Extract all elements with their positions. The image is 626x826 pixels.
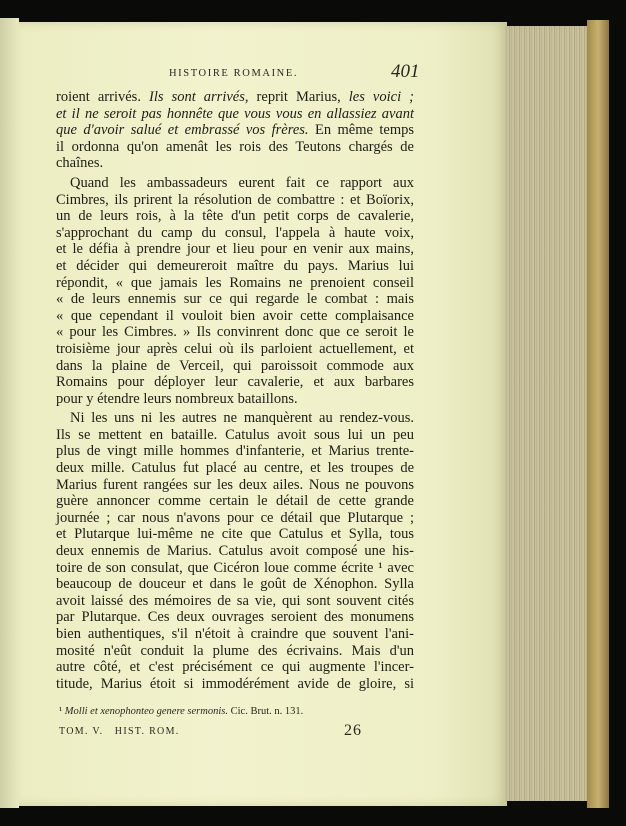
text-line	[56, 192, 414, 209]
text-line	[56, 391, 414, 408]
text-line	[56, 358, 414, 375]
text-line	[56, 155, 414, 172]
text-line	[56, 676, 414, 693]
signature-mark: TOM. V. HIST. ROM.	[59, 726, 180, 737]
text-segment: beaucoup de douceur et dans le goût de Xénophon. Sylla	[56, 576, 414, 593]
text-segment: et le défia à prendre jour et lieu pour en venir aux mains,	[56, 241, 414, 258]
text-segment: deux mille. Catulus fut placé au centre, et les troupes de	[56, 460, 414, 477]
text-line	[56, 374, 414, 391]
text-line	[56, 139, 414, 156]
text-line	[56, 341, 414, 358]
text-segment: par Plutarque. Ces deux ouvrages seroient des monumens	[56, 609, 414, 626]
text-line	[56, 560, 414, 577]
italic-text: que d'avoir salué et embrassé vos frères.	[56, 122, 309, 139]
text-segment: roient arrivés.	[56, 89, 150, 105]
text-line	[56, 324, 414, 341]
page-block-edges	[505, 26, 587, 801]
text-segment: guère annoncer comme certain le détail de cette grande	[56, 493, 414, 510]
text-segment: dans la plaine de Verceil, qui paroissoit commode aux	[56, 357, 414, 374]
text-segment: titude, Marius étoit si immodérément avide de gloire, si	[56, 675, 414, 692]
text-line	[56, 443, 414, 460]
text-line	[56, 643, 414, 660]
text-segment: et décider qui demeureroit maître du pays. Marius lui	[56, 257, 414, 274]
text-segment: journée ; car nous n'avons pour ce détail que Plutarque ;	[56, 509, 414, 526]
book-page	[19, 22, 507, 806]
text-line	[56, 427, 414, 444]
text-line	[56, 609, 414, 626]
text-line	[56, 89, 414, 106]
text-line	[56, 510, 414, 527]
page-header	[19, 61, 507, 86]
text-line	[56, 410, 414, 427]
text-line	[56, 275, 414, 292]
text-segment: s'approchant du camp du consul, l'appela à haute voix,	[56, 224, 414, 241]
text-segment: En même temps	[308, 122, 414, 139]
text-segment: Cimbres, ils prirent la résolution de combattre : et Boïorix,	[56, 191, 414, 208]
text-segment: « de leurs ennemis sur ce qui regarde le combat : mais	[56, 291, 414, 308]
text-segment: troisième jour après celui où ils parloient actuellement, et	[56, 340, 414, 357]
text-segment: bien authentiques, s'il n'étoit à craindre que souvent l'ani-	[56, 626, 414, 642]
text-line	[56, 175, 414, 192]
text-segment: Ni les uns ni les autres ne manquèrent au rendez-vous.	[70, 410, 414, 427]
cover-board	[587, 20, 609, 808]
italic-text: les voici ;	[348, 89, 414, 105]
text-segment: mosité n'eût conduit la plume des écrivains. Mais d'un	[56, 642, 414, 659]
text-segment: autre côté, et c'est précisément ce qui augmente l'incer-	[56, 659, 414, 676]
text-segment: un de leurs rois, à la tête d'un petit corps de cavalerie,	[56, 208, 414, 225]
text-segment: deux ennemis de Marius. Catulus avoit composé une his-	[56, 543, 414, 560]
text-line	[56, 460, 414, 477]
text-line	[56, 626, 414, 643]
text-segment: avoit laissé des mémoires de sa vie, qui sont souvent cités	[56, 592, 414, 609]
text-segment: Ils se mettent en bataille. Catulus avoit sous lui un peu	[56, 426, 414, 443]
italic-text: Ils sont arrivés	[149, 89, 245, 105]
text-line	[56, 543, 414, 560]
text-line	[56, 122, 414, 139]
text-segment: Quand les ambassadeurs eurent fait ce rapport aux	[70, 174, 414, 191]
text-line	[56, 225, 414, 242]
text-line	[56, 258, 414, 275]
footnote-reference: Cic. Brut. n. 131.	[227, 706, 304, 717]
text-line	[56, 593, 414, 610]
page-number: 401	[391, 61, 420, 82]
text-segment: « pour les Cimbres. » Ils convinrent donc que ce seroit le	[56, 324, 414, 341]
italic-text: et il ne seroit pas honnête que vous vous en allassiez avant	[56, 105, 414, 122]
text-line	[56, 526, 414, 543]
text-line	[56, 208, 414, 225]
footnote	[59, 706, 303, 718]
running-title: HISTOIRE ROMAINE.	[169, 68, 299, 79]
text-line	[56, 241, 414, 258]
text-segment: répondit, « que jamais les Romains ne prenoient conseil	[56, 274, 414, 291]
text-segment: plus de vingt mille hommes d'infanterie, et Marius trente-	[56, 443, 414, 460]
footnote-mark: ¹	[59, 706, 65, 717]
text-segment: Marius furent rangées sur les deux ailes. Nous ne pouvons	[56, 476, 414, 493]
text-segment: il ordonna qu'on amenât les rois des Teutons chargés de	[56, 138, 414, 155]
text-segment: Romains pour déployer leur cavalerie, et aux barbares	[56, 374, 414, 391]
text-line	[56, 291, 414, 308]
text-segment: , reprit Marius,	[244, 89, 349, 105]
text-line	[56, 659, 414, 676]
text-segment: et Plutarque lui-même ne cite que Catulus et Sylla, tous	[56, 526, 414, 543]
text-segment: chaînes.	[56, 155, 104, 172]
text-segment: toire de son consulat, que Cicéron loue comme écrite ¹ avec	[56, 559, 414, 576]
text-line	[56, 576, 414, 593]
facing-page-edge	[0, 18, 19, 808]
text-segment: pour y étendre leurs nombreux bataillons.	[56, 390, 298, 407]
footnote-quote: Molli et xenophonteo genere sermonis.	[64, 706, 228, 717]
text-line	[56, 493, 414, 510]
text-segment: « que cependant il vouloit bien avoir cette complaisance	[56, 307, 414, 324]
body-text	[56, 89, 414, 692]
text-line	[56, 308, 414, 325]
signature-number: 26	[344, 722, 362, 739]
text-line	[56, 106, 414, 123]
text-line	[56, 477, 414, 494]
